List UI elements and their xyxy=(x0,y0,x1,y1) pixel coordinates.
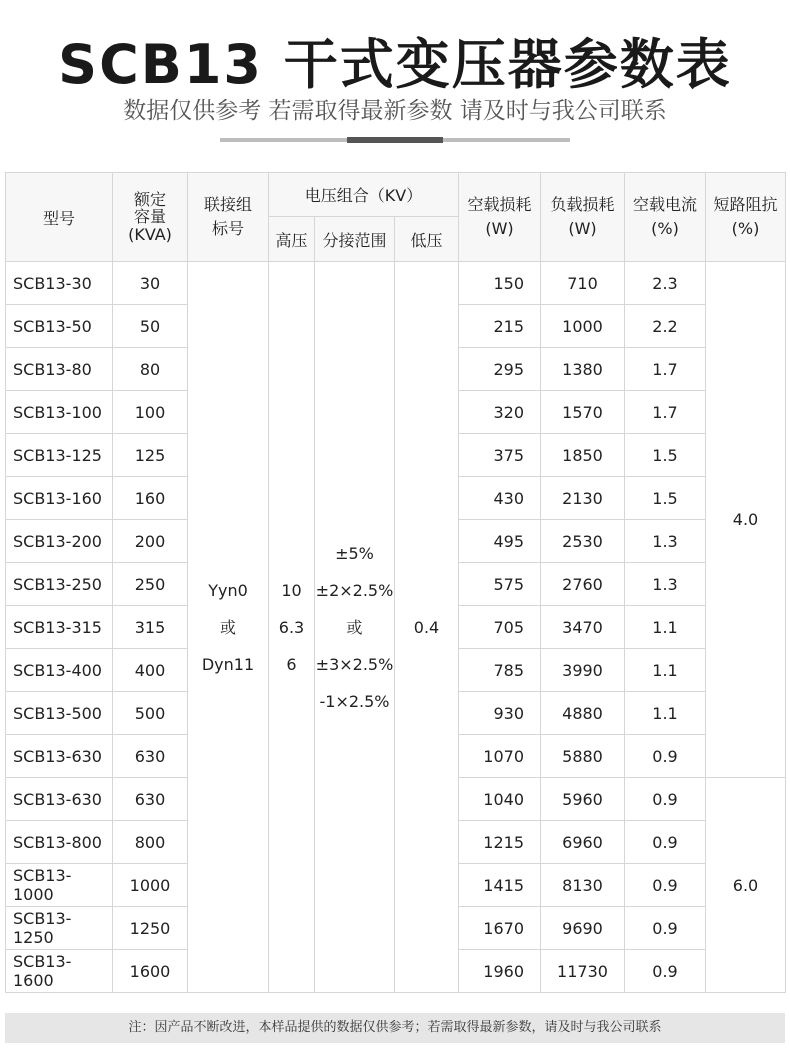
cell-tap-range-line: ±2×2.5% xyxy=(315,580,394,600)
title-divider-accent xyxy=(347,137,443,143)
cell-noload-current: 1.1 xyxy=(625,606,706,649)
cell-noload-current: 2.3 xyxy=(625,262,706,305)
header-load-loss-label: 负载损耗 xyxy=(550,195,615,214)
cell-tap-range-line: 或 xyxy=(346,617,363,637)
cell-model: SCB13-30 xyxy=(6,262,113,305)
cell-noload-current: 1.3 xyxy=(625,520,706,563)
cell-capacity: 500 xyxy=(113,692,188,735)
table-row xyxy=(6,262,786,305)
cell-load-loss: 11730 xyxy=(541,950,625,993)
cell-tap-range-line: ±5% xyxy=(335,543,374,563)
cell-capacity: 30 xyxy=(113,262,188,305)
cell-load-loss: 9690 xyxy=(541,907,625,950)
header-impedance-label: 短路阻抗 xyxy=(713,195,778,214)
cell-noload-loss: 430 xyxy=(459,477,541,520)
header-load-loss-unit: (W) xyxy=(568,219,597,238)
cell-model: SCB13-1000 xyxy=(6,864,113,907)
cell-capacity: 160 xyxy=(113,477,188,520)
cell-capacity: 630 xyxy=(113,735,188,778)
header-capacity xyxy=(113,173,188,262)
cell-noload-current: 1.3 xyxy=(625,563,706,606)
cell-noload-loss: 1040 xyxy=(459,778,541,821)
cell-capacity: 250 xyxy=(113,563,188,606)
cell-capacity: 800 xyxy=(113,821,188,864)
cell-noload-loss: 215 xyxy=(459,305,541,348)
cell-capacity: 80 xyxy=(113,348,188,391)
cell-model: SCB13-200 xyxy=(6,520,113,563)
header-connection-group xyxy=(188,173,269,262)
cell-capacity: 100 xyxy=(113,391,188,434)
cell-noload-current: 0.9 xyxy=(625,864,706,907)
header-noload-current xyxy=(625,173,706,262)
cell-noload-current: 1.1 xyxy=(625,692,706,735)
cell-model: SCB13-630 xyxy=(6,735,113,778)
cell-noload-current: 1.7 xyxy=(625,348,706,391)
header-impedance-unit: (%) xyxy=(731,219,760,238)
cell-noload-loss: 1070 xyxy=(459,735,541,778)
cell-model: SCB13-630 xyxy=(6,778,113,821)
cell-model: SCB13-80 xyxy=(6,348,113,391)
cell-load-loss: 4880 xyxy=(541,692,625,735)
cell-model: SCB13-400 xyxy=(6,649,113,692)
cell-hv xyxy=(269,262,315,993)
header-hv: 高压 xyxy=(269,217,315,262)
page-subtitle: 数据仅供参考 若需取得最新参数 请及时与我公司联系 xyxy=(123,98,667,124)
cell-impedance-group-a: 4.0 xyxy=(706,262,786,778)
page-title: SCB13 干式变压器参数表 xyxy=(58,33,732,96)
header-group-line2: 标号 xyxy=(211,219,244,238)
cell-load-loss: 5960 xyxy=(541,778,625,821)
cell-capacity: 50 xyxy=(113,305,188,348)
title-divider xyxy=(220,138,570,142)
cell-noload-loss: 320 xyxy=(459,391,541,434)
cell-noload-current: 0.9 xyxy=(625,735,706,778)
cell-noload-current: 0.9 xyxy=(625,821,706,864)
cell-load-loss: 710 xyxy=(541,262,625,305)
cell-model: SCB13-160 xyxy=(6,477,113,520)
cell-model: SCB13-315 xyxy=(6,606,113,649)
header-lv: 低压 xyxy=(395,217,459,262)
cell-capacity: 400 xyxy=(113,649,188,692)
header-voltage: 电压组合（KV） xyxy=(269,173,459,217)
cell-noload-loss: 495 xyxy=(459,520,541,563)
cell-noload-current: 0.9 xyxy=(625,950,706,993)
cell-noload-current: 1.5 xyxy=(625,477,706,520)
cell-model: SCB13-500 xyxy=(6,692,113,735)
cell-noload-current: 1.7 xyxy=(625,391,706,434)
cell-load-loss: 6960 xyxy=(541,821,625,864)
cell-noload-loss: 705 xyxy=(459,606,541,649)
cell-tap-range-line: -1×2.5% xyxy=(319,691,390,711)
cell-load-loss: 3990 xyxy=(541,649,625,692)
cell-noload-loss: 150 xyxy=(459,262,541,305)
header-noload-loss xyxy=(459,173,541,262)
cell-connection-group-line: Yyn0 xyxy=(208,580,248,600)
cell-load-loss: 1000 xyxy=(541,305,625,348)
cell-lv: 0.4 xyxy=(395,262,459,993)
cell-model: SCB13-1250 xyxy=(6,907,113,950)
cell-noload-loss: 1960 xyxy=(459,950,541,993)
cell-noload-current: 1.1 xyxy=(625,649,706,692)
header-noload-loss-label: 空载损耗 xyxy=(467,195,532,214)
cell-connection-group xyxy=(188,262,269,993)
cell-noload-loss: 785 xyxy=(459,649,541,692)
cell-load-loss: 1570 xyxy=(541,391,625,434)
header-capacity-unit: (KVA) xyxy=(128,224,172,244)
cell-model: SCB13-250 xyxy=(6,563,113,606)
cell-tap-range xyxy=(315,262,395,993)
cell-noload-current: 2.2 xyxy=(625,305,706,348)
cell-model: SCB13-50 xyxy=(6,305,113,348)
cell-model: SCB13-100 xyxy=(6,391,113,434)
cell-noload-current: 0.9 xyxy=(625,778,706,821)
cell-noload-loss: 295 xyxy=(459,348,541,391)
cell-load-loss: 3470 xyxy=(541,606,625,649)
cell-capacity: 1000 xyxy=(113,864,188,907)
cell-noload-loss: 575 xyxy=(459,563,541,606)
header-capacity-line2: 容量 xyxy=(133,206,166,226)
cell-tap-range-line: ±3×2.5% xyxy=(315,654,394,674)
cell-noload-loss: 1415 xyxy=(459,864,541,907)
header-load-loss xyxy=(541,173,625,262)
cell-model: SCB13-1600 xyxy=(6,950,113,993)
cell-noload-loss: 1215 xyxy=(459,821,541,864)
header-group-line1: 联接组 xyxy=(203,195,252,214)
cell-load-loss: 8130 xyxy=(541,864,625,907)
cell-noload-loss: 375 xyxy=(459,434,541,477)
cell-load-loss: 1380 xyxy=(541,348,625,391)
cell-capacity: 125 xyxy=(113,434,188,477)
cell-hv-line: 10 xyxy=(281,580,302,600)
header-noload-current-label: 空载电流 xyxy=(632,195,697,214)
header-noload-loss-unit: (W) xyxy=(485,219,514,238)
cell-model: SCB13-125 xyxy=(6,434,113,477)
cell-load-loss: 5880 xyxy=(541,735,625,778)
cell-model: SCB13-800 xyxy=(6,821,113,864)
cell-capacity: 315 xyxy=(113,606,188,649)
cell-capacity: 1250 xyxy=(113,907,188,950)
cell-impedance-group-b: 6.0 xyxy=(706,778,786,993)
header-impedance xyxy=(706,173,786,262)
cell-hv-line: 6 xyxy=(286,654,297,674)
header-tap-range: 分接范围 xyxy=(315,217,395,262)
cell-noload-current: 0.9 xyxy=(625,907,706,950)
cell-connection-group-line: Dyn11 xyxy=(201,654,255,674)
header-capacity-line1: 额定 xyxy=(133,189,166,209)
header-model: 型号 xyxy=(6,173,113,262)
cell-hv-line: 6.3 xyxy=(278,617,305,637)
cell-capacity: 630 xyxy=(113,778,188,821)
cell-noload-current: 1.5 xyxy=(625,434,706,477)
header-noload-current-unit: (%) xyxy=(651,219,679,238)
cell-connection-group-line: 或 xyxy=(219,617,236,637)
table-body xyxy=(6,262,786,993)
parameter-table xyxy=(5,172,786,993)
cell-capacity: 1600 xyxy=(113,950,188,993)
footer-note: 注：因产品不断改进，本样品提供的数据仅供参考；若需取得最新参数，请及时与我公司联系 xyxy=(5,1013,785,1043)
cell-load-loss: 2130 xyxy=(541,477,625,520)
cell-capacity: 200 xyxy=(113,520,188,563)
cell-noload-loss: 930 xyxy=(459,692,541,735)
cell-load-loss: 2760 xyxy=(541,563,625,606)
cell-noload-loss: 1670 xyxy=(459,907,541,950)
cell-load-loss: 2530 xyxy=(541,520,625,563)
cell-load-loss: 1850 xyxy=(541,434,625,477)
